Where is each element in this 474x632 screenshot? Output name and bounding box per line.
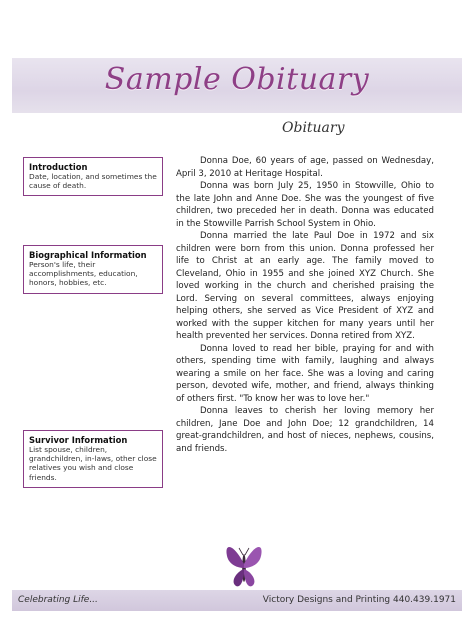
sidebar-box-body: List spouse, children, grandchildren, in-laws, other close relatives you wish and close friends. [29, 445, 157, 482]
page-title: Sample Obituary [104, 62, 370, 97]
butterfly-icon [224, 538, 264, 590]
section-heading: Obituary [282, 120, 345, 136]
sidebar-box-biographical [23, 245, 163, 294]
sidebar-box-survivor [23, 430, 163, 488]
paragraph: Donna married the late Paul Doe in 1972 and six children were born from this union. Donna professed her life to Christ at an early age. The family moved to Cleveland, Ohio in 1955 and she joined XYZ Church. She loved working in the church and cherished praising the Lord. Serving on several committees, always enjoying helping others, she served as Vice President of XYZ and worked with the supper kitchen for many years until her health prevented her services. Donna retired from XYZ. [176, 231, 434, 341]
sidebar-box-body: Person's life, their accomplishments, education, honors, hobbies, etc. [29, 260, 138, 288]
footer-contact: Victory Designs and Printing 440.439.1971 [262, 595, 456, 605]
footer-tagline: Celebrating Life... [18, 595, 98, 605]
paragraph: Donna Doe, 60 years of age, passed on Wednesday, April 3, 2010 at Heritage Hospital. [176, 156, 434, 179]
sidebar-box-title: Survivor Information [29, 435, 128, 445]
title-banner [12, 58, 462, 113]
sidebar-box-title: Introduction [29, 162, 88, 172]
sidebar-box-introduction [23, 157, 163, 196]
sidebar-box-title: Biographical Information [29, 250, 147, 260]
paragraph: Donna leaves to cherish her loving memory her children, Jane Doe and John Doe; 12 grandchildren, 14 great-grandchildren, and host of nieces, nephews, cousins, and friends. [176, 406, 434, 454]
paragraph: Donna loved to read her bible, praying for and with others, spending time with family, laughing and always wearing a smile on her face. She was a loving and caring person, devoted wife, mother, and friend, always thinking of others first. "To know her was to love her." [176, 343, 434, 404]
paragraph: Donna was born July 25, 1950 in Stowville, Ohio to the late John and Anne Doe. She was the youngest of five children, two preceded her in death. Donna was educated in the Stowville Parrish School System in Ohio. [176, 181, 434, 229]
obituary-text [176, 155, 434, 455]
sidebar-box-body: Date, location, and sometimes the cause of death. [29, 172, 157, 191]
footer-bar [12, 590, 462, 611]
